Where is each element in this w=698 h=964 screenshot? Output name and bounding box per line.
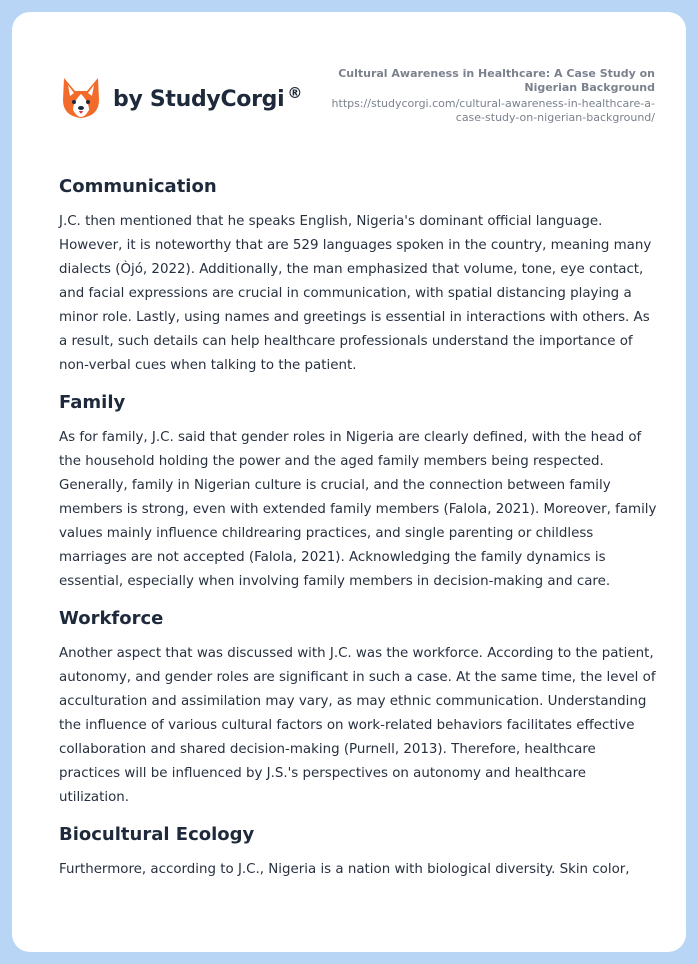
section-heading: Family xyxy=(59,392,126,413)
document-title: Cultural Awareness in Healthcare: A Case Study on Nigerian Background xyxy=(338,67,655,94)
section-heading: Workforce xyxy=(59,608,164,629)
corgi-icon xyxy=(61,76,101,120)
section-paragraph: Furthermore, according to J.C., Nigeria is a nation with biological diversity. Skin color, xyxy=(59,862,630,877)
brand-name: by StudyCorgi ® xyxy=(113,83,303,112)
document-page xyxy=(12,12,686,952)
section-paragraph: As for family, J.C. said that gender roles in Nigeria are clearly defined, with the head of the household holding the power and the aged family members being respected. Generally, family in Nigerian culture is crucial, and the connection between family members is strong, even with extended family members (Falola, 2021). Moreover, family values mainly influence childrearing practices, and single parenting or childless marriages are not accepted (Falola, 2021). Acknowledging the family dynamics is essential, especially when involving family members in decision-making and care. xyxy=(59,430,657,589)
studycorgi-logo[interactable] xyxy=(61,76,302,120)
document-meta xyxy=(315,67,655,125)
section-paragraph: Another aspect that was discussed with J.C. was the workforce. According to the patient, autonomy, and gender roles are significant in such a case. At the same time, the level of acculturation and assimilation may vary, as may ethnic communication. Understanding the influence of various cultural factors on work-related behaviors facilitates effective collaboration and shared decision-making (Purnell, 2013). Therefore, healthcare practices will be influenced by J.S.'s perspectives on autonomy and healthcare utilization. xyxy=(59,646,656,805)
section-paragraph: J.C. then mentioned that he speaks English, Nigeria's dominant official language. However, it is noteworthy that are 529 languages spoken in the country, meaning many dialects (Òjó, 2022). Additionally, the man emphasized that volume, tone, eye contact, and facial expressions are crucial in communication, with spatial distancing playing a minor role. Lastly, using names and greetings is essential in interactions with others. As a result, such details can help healthcare professionals understand the importance of non-verbal cues when talking to the patient. xyxy=(59,214,652,373)
header xyxy=(12,12,686,162)
section-heading: Communication xyxy=(59,176,217,197)
article-body xyxy=(59,172,659,892)
section-heading: Biocultural Ecology xyxy=(59,824,255,845)
document-url[interactable]: https://studycorgi.com/cultural-awareness-in-healthcare-a-case-study-on-nigerian-background/ xyxy=(331,97,655,124)
